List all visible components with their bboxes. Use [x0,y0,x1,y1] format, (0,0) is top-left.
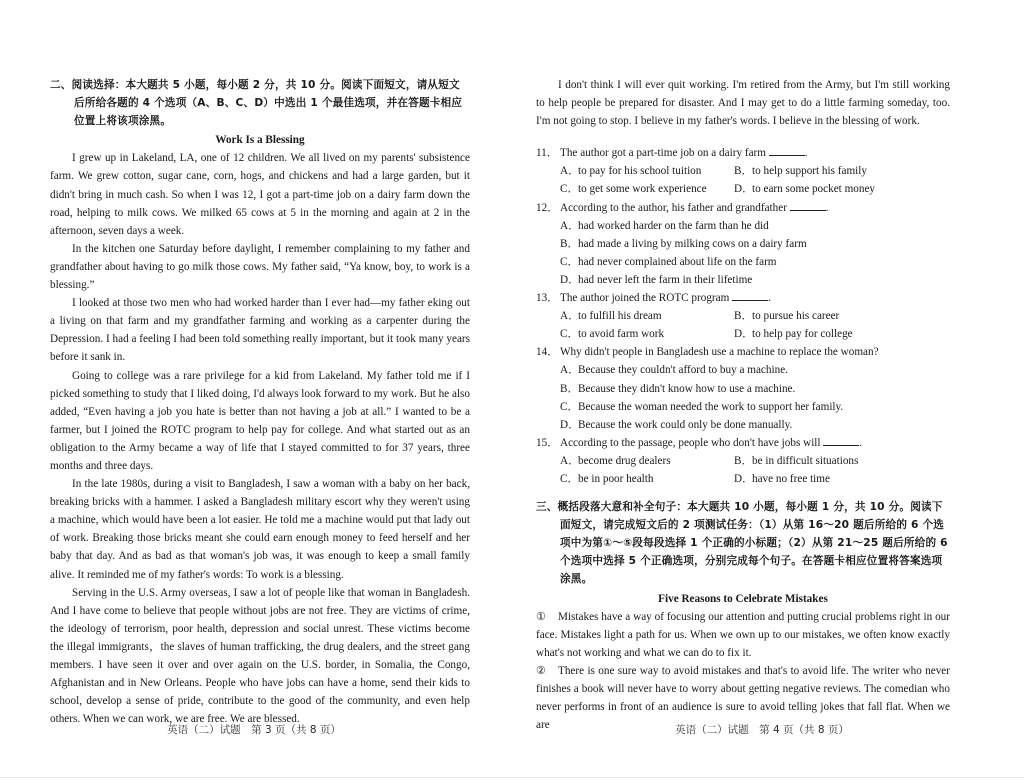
option-a [560,217,950,235]
question-stem [536,199,950,217]
option-d [560,271,950,289]
question-text: The author got a part-time job on a dairy farm [560,147,766,160]
section-3-instructions: 三、概括段落大意和补全句子：本大题共 10 小题，每小题 1 分，共 10 分。阅读下面短文，请完成短文后的 2 项测试任务：（1）从第 16～20 题后所给的 6 个选项中为第①～⑤段每段选择 1 个正确的小标题；（2）从第 21～25 题后所给的 6 个选项中选择 5 个正确选项，分别完成每个句子。在答题卡相应位置将答案选项涂黑。 [536,501,948,586]
period: . [768,292,771,305]
question-text: Why didn't people in Bangladesh use a machine to replace the woman? [560,346,879,359]
paragraph-text: There is one sure way to avoid mistakes and that's to avoid life. The writer who never finishes a book will never have to worry about getting negative reviews. The comedian who never performs in front of an audience is sure to avoid telling jokes that fall flat. When we are [536,664,950,732]
answer-blank [769,145,805,156]
option-letter: B． [560,382,579,395]
exam-page-4 [512,0,1024,780]
option-letter: C． [560,328,579,341]
option-d [734,180,950,198]
option-text: to earn some pocket money [752,183,876,196]
question-stem [536,343,950,361]
answer-blank [790,200,826,211]
question-14 [536,343,950,433]
numbered-paragraph [536,608,950,662]
option-text: Because they didn't know how to use a machine. [578,382,796,395]
option-b [734,162,950,180]
option-letter: B． [734,165,753,178]
passage-paragraph: I grew up in Lakeland, LA, one of 12 children. We all lived on my parents' subsistence farm. We grew cotton, sugar cane, corn, hogs, and chickens and had a large garden, but it didn't bring in much cash. So when I was 12, I got a part-time job on a dairy farm down the road, helping to milk cows. We milked 65 cows at 5 in the morning and again at 2 in the afternoon, seven days a week. [50,152,470,237]
option-text: have no free time [752,472,830,485]
option-letter: D． [560,418,580,431]
option-list [536,361,950,433]
option-text: had worked harder on the farm than he did [578,219,769,232]
option-a [560,307,734,325]
answer-blank [732,290,768,301]
question-number: 13． [536,292,559,305]
option-letter: D． [734,183,754,196]
option-b [560,235,950,253]
option-letter: C． [560,255,579,268]
left-column [50,76,470,728]
option-letter: C． [560,472,579,485]
option-a [560,162,734,180]
option-letter: A． [560,310,580,323]
question-stem [536,289,950,307]
option-a [560,452,734,470]
right-column [536,76,950,734]
option-c [560,470,734,488]
option-c [560,325,734,343]
option-text: be in difficult situations [752,454,859,467]
option-text: to help pay for college [752,328,853,341]
scan-edge [0,777,1024,778]
option-letter: C． [560,183,579,196]
question-number: 12． [536,201,559,214]
passage-paragraph: Serving in the U.S. Army overseas, I saw a lot of people like that woman in Bangladesh. And I have come to believe that people without jobs are not free. They are victims of crime, the ideology of terrorism, poor health, depression and social unrest. These victims become the illegal immigrants，the slaves of human trafficking, the drug dealers, and the street gang members. I have seen it over and over again on the U.S. border, in Somalia, the Congo, Afghanistan and in New Orleans. People who have jobs can have a home, send their kids to school, develop a sense of pride, contribute to the good of the community, and even help others. When we can work, we are free. We are blessed. [50,586,470,726]
option-b [734,307,950,325]
option-text: had made a living by milking cows on a dairy farm [578,237,807,250]
question-stem [536,434,950,452]
passage-paragraph: I looked at those two men who had worked harder than I ever had—my father eking out a living on that farm and my grandfather farming and working as a carpenter during the Depression. I had a feeling I had been told something really important, but it took many years before it sank in. [50,297,470,364]
option-letter: A． [560,454,580,467]
option-letter: D． [734,328,754,341]
option-b [560,380,950,398]
period: . [804,147,808,160]
option-text: to pay for his school tuition [578,165,702,178]
passage-title: Work Is a Blessing [215,134,305,147]
option-b [734,452,950,470]
option-letter: C． [560,400,579,413]
option-letter: A． [560,219,580,232]
paragraph-marker: ② [536,664,547,677]
option-text: to avoid farm work [578,328,665,341]
option-text: Because they couldn't afford to buy a machine. [578,364,788,377]
paragraph-text: Mistakes have a way of focusing our attention and putting crucial problems right in our face. Mistakes light a path for us. When we own up to our mistakes, we often know exactly what's not working and what we can do to fix it. [536,610,950,659]
answer-blank [823,435,859,446]
question-15 [536,434,950,488]
period: . [825,201,829,214]
option-list [536,162,950,198]
question-text: According to the passage, people who don't have jobs will [560,436,821,449]
option-d [734,470,950,488]
option-text: become drug dealers [578,454,671,467]
option-list [536,307,950,343]
question-stem [536,144,950,162]
option-d [734,325,950,343]
question-number: 15． [536,436,559,449]
spacer [536,130,950,144]
spacer [536,488,950,498]
passage-paragraph-continued: I don't think I will ever quit working. I'm retired from the Army, but I'm still working to help people be prepared for disaster. And I may get to do a little farming someday, too. I'm not going to stop. I believe in my father's words. I believe in the blessing of work. [536,79,950,128]
option-letter: B． [734,310,753,323]
option-letter: A． [560,364,580,377]
option-list [536,452,950,488]
page-footer: 英语（二）试题 第 3 页（共 8 页） [167,724,341,736]
option-list [536,217,950,289]
option-c [560,398,950,416]
option-text: be in poor health [578,472,654,485]
option-letter: D． [734,472,754,485]
question-list [536,144,950,488]
option-text: Because the work could only be done manually. [578,418,793,431]
option-c [560,180,734,198]
option-text: Because the woman needed the work to support her family. [578,400,844,413]
option-letter: D． [560,273,580,286]
question-text: According to the author, his father and grandfather [560,201,787,214]
paragraph-marker: ① [536,610,547,623]
passage-paragraph: In the late 1980s, during a visit to Bangladesh, I saw a woman with a baby on her back, breaking bricks with a hammer. I asked a Bangladesh military escort why they weren't using a machine, which would have been a lot easier. He told me a machine would put that lady out of work. Breaking those bricks meant she could earn enough money to feed herself and her baby that day. And as bad as that woman's job was, it was enough to keep a small family alive. It reminded me of my father's words: To work is a blessing. [50,478,470,581]
passage-title: Five Reasons to Celebrate Mistakes [658,592,828,605]
option-letter: B． [560,237,579,250]
numbered-paragraph-list [536,608,950,735]
option-letter: B． [734,454,753,467]
page-footer: 英语（二）试题 第 4 页（共 8 页） [675,724,849,736]
option-letter: A． [560,165,580,178]
option-text: to fulfill his dream [578,310,662,323]
question-text: The author joined the ROTC program [560,292,730,305]
option-text: had never complained about life on the farm [578,255,777,268]
section-2-instructions: 二、阅读选择：本大题共 5 小题，每小题 2 分，共 10 分。阅读下面短文，请从短文后所给各题的 4 个选项（A、B、C、D）中选出 1 个最佳选项，并在答题卡相应位置上将该项涂黑。 [50,79,463,128]
option-c [560,253,950,271]
question-number: 11． [536,147,558,160]
option-text: to get some work experience [578,183,707,196]
option-d [560,416,950,434]
option-text: to help support his family [752,165,867,178]
option-text: had never left the farm in their lifetime [578,273,753,286]
question-13 [536,289,950,343]
period: . [859,436,863,449]
question-11 [536,144,950,198]
option-text: to pursue his career [752,310,840,323]
option-a [560,361,950,379]
question-12 [536,199,950,289]
question-number: 14． [536,346,559,359]
passage-paragraph: Going to college was a rare privilege for a kid from Lakeland. My father told me if I picked something to study that I liked doing, I'd always look forward to my work. But he also added, “Even having a job you hate is better than not having a job at all.” I wanted to be a farmer, but I joined the ROTC program to help pay for college. And what started out as an obligation to the Army became a way of life that I stayed committed to for 37 years, three months and three days. [50,369,470,472]
passage-paragraph: In the kitchen one Saturday before daylight, I remember complaining to my father and grandfather about having to go milk those cows. My father said, “Ya know, boy, to work is a blessing.” [50,242,470,292]
